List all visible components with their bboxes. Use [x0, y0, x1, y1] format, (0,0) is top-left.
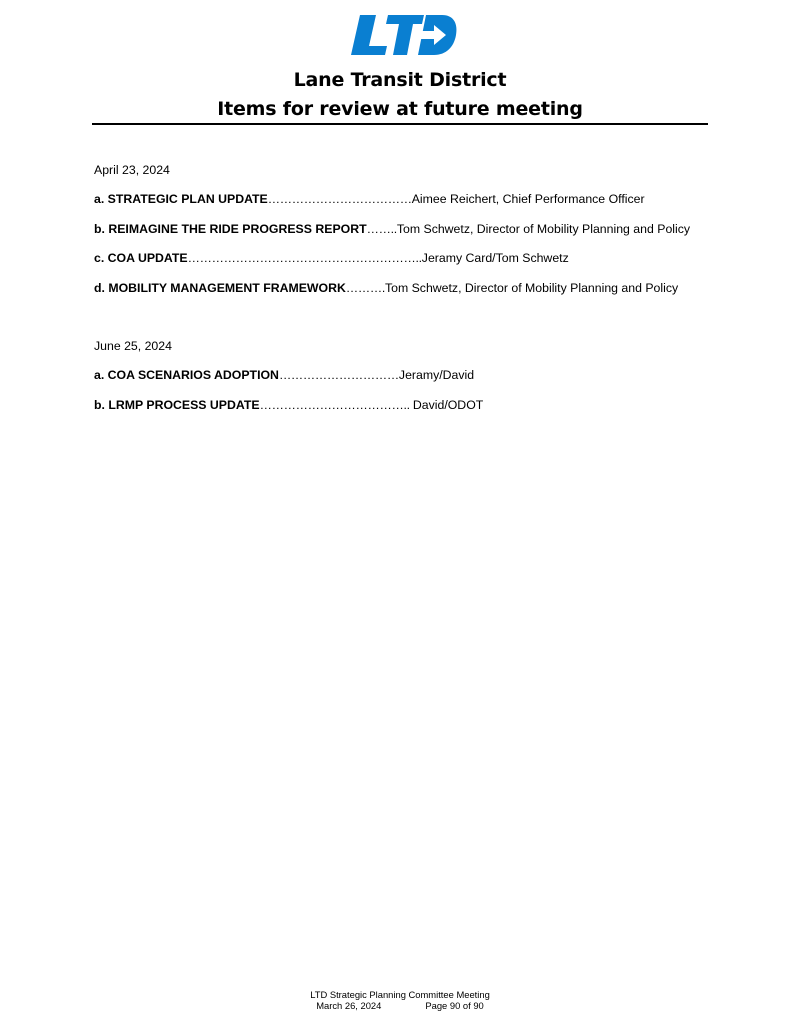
agenda-item: [94, 250, 690, 266]
ltd-logo: [350, 14, 458, 56]
agenda-item-presenter: Jeramy Card/Tom Schwetz: [421, 251, 569, 266]
agenda-item: [94, 280, 690, 296]
meeting-date: June 25, 2024: [94, 339, 172, 353]
title-divider: [92, 123, 708, 125]
meeting-section-april: [94, 162, 690, 309]
footer-meeting-name: LTD Strategic Planning Committee Meeting: [310, 989, 490, 1000]
dot-leader: ……….: [345, 280, 385, 295]
page-footer: [0, 989, 800, 1011]
agenda-item-title: c. COA UPDATE: [94, 251, 188, 266]
logo-letter-l: [351, 15, 387, 55]
agenda-item-presenter: Tom Schwetz, Director of Mobility Planning and Policy: [384, 280, 679, 295]
agenda-item-presenter: Jeramy/David: [398, 368, 475, 382]
dot-leader: ……..: [366, 221, 397, 236]
agenda-item-title: a. COA SCENARIOS ADOPTION: [94, 368, 279, 382]
agenda-item-title: b. LRMP PROCESS UPDATE: [94, 397, 260, 412]
dot-leader: …………………………………………………..: [187, 251, 422, 266]
agenda-item-title: a. STRATEGIC PLAN UPDATE: [94, 192, 268, 206]
document-title: [0, 66, 800, 124]
dot-leader: …………………………: [278, 368, 399, 382]
footer-date-page: [0, 1000, 800, 1011]
agenda-item-presenter: Aimee Reichert, Chief Performance Officer: [411, 192, 645, 206]
title-organization: Lane Transit District: [293, 69, 507, 91]
footer-page-number: Page 90 of 90: [425, 1000, 484, 1011]
agenda-item-presenter: Tom Schwetz, Director of Mobility Planning and Policy: [396, 221, 691, 236]
title-subject: Items for review at future meeting: [217, 98, 583, 120]
dot-leader: ………………………………: [267, 192, 412, 206]
agenda-item: [94, 191, 690, 207]
agenda-item-presenter: David/ODOT: [412, 397, 484, 412]
agenda-item-title: d. MOBILITY MANAGEMENT FRAMEWORK: [94, 280, 346, 295]
footer-date: March 26, 2024: [316, 1000, 382, 1011]
agenda-item: [94, 397, 483, 413]
meeting-section-june: [94, 338, 483, 426]
agenda-item: [94, 367, 483, 383]
meeting-date: April 23, 2024: [94, 163, 170, 177]
dot-leader: ………………………………..: [259, 397, 413, 412]
agenda-item-title: b. REIMAGINE THE RIDE PROGRESS REPORT: [94, 221, 367, 236]
agenda-item: [94, 221, 690, 237]
